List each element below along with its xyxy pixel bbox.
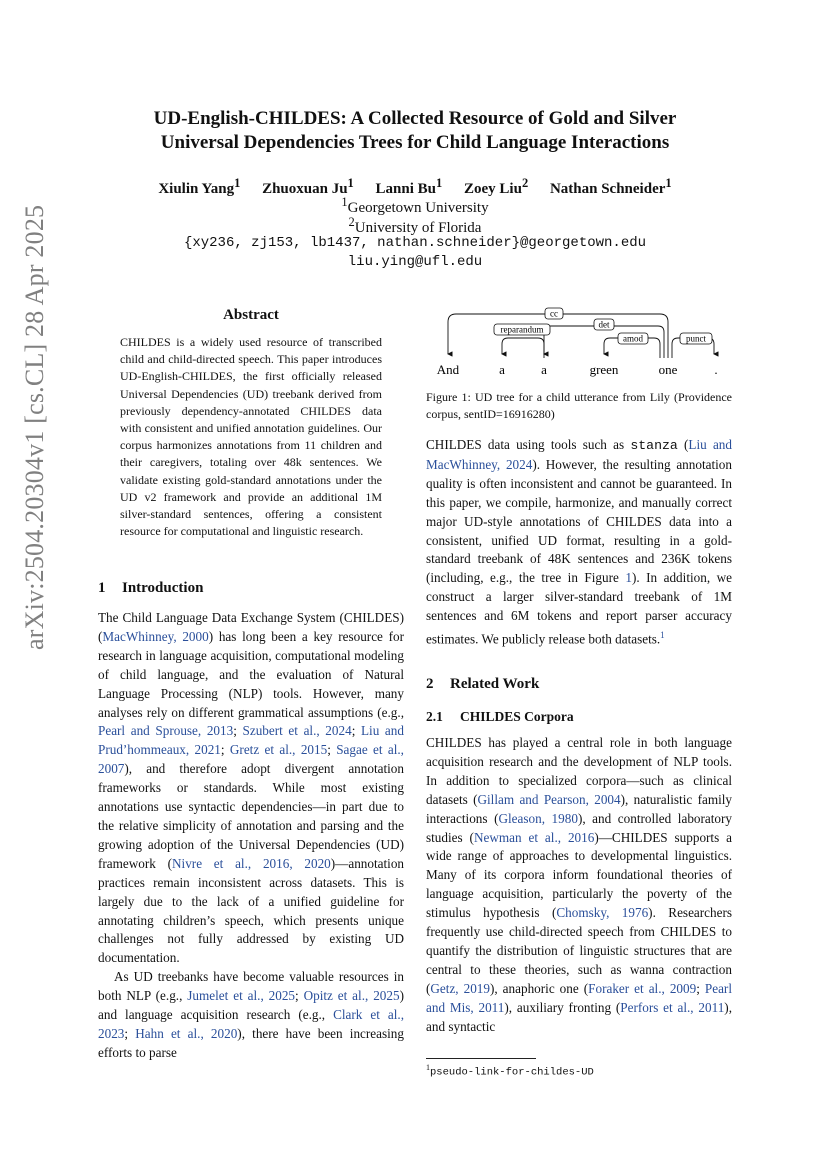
citation-link[interactable]: Clark et al., 2023	[98, 1007, 404, 1041]
text-run: ), and controlled laboratory studies (	[426, 810, 733, 845]
text-run: ), auxiliary fronting (	[504, 999, 621, 1015]
subsection-heading-childes-corpora: 2.1 CHILDES Corpora	[426, 709, 574, 724]
citation-link[interactable]: Gretz et al., 2015	[229, 742, 328, 758]
footnote-link[interactable]: pseudo-link-for-childes-UD	[430, 1066, 594, 1079]
citation-link[interactable]: Getz, 2019	[430, 980, 490, 996]
citation-link[interactable]: Opitz et al., 2025	[303, 988, 400, 1004]
text-run: ), and therefore adopt divergent annotation frameworks or standards. While most existing annotations use syntactic dependencies—in part due to the relative simplicity of annotation and parsing and the growing adoption of the Universal Dependencies (UD) framework (	[98, 761, 404, 871]
text-run: ) has long been a key resource for research in language acquisition, computational modeling of child language, and the evaluation of Natural Language Processing (NLP) tools. However, many analyses rely on different grammatical assumptions (e.g.,	[98, 628, 404, 720]
token-and: And	[436, 362, 460, 377]
text-run: ), naturalistic family interactions (	[426, 791, 732, 826]
token-green: green	[589, 362, 619, 377]
text-run: ). However, the resulting annotation quality is often inconsistent and cannot be guaranteed. In this paper, we compile, harmonize, and manually correct major UD-style annotations of CHILDES data into a consistent, unified UD format, resulting in a gold-standard treebank of 48K sentences and 236K tokens (including, e.g., the tree in Figure	[426, 456, 732, 586]
dependency-tree-figure	[426, 302, 732, 384]
text-run: CHILDES has played a central role in both language acquisition research and the development of NLP tools. In addition to specialized corpora—such as clinical datasets (	[426, 735, 732, 807]
email-florida: liu.ying@ufl.edu	[347, 254, 483, 270]
text-run: ;	[124, 1025, 136, 1041]
text-run: ), and syntactic	[426, 999, 732, 1034]
section-heading-introduction: 1 Introduction	[98, 580, 204, 596]
dependency-tree-svg	[426, 302, 732, 384]
label-amod: amod	[623, 333, 643, 344]
text-run: ). Researchers frequently use child-directed speech from CHILDES to quantify the distribution of linguistic structures that are central to these theories, such as wanna contraction (	[426, 905, 732, 996]
footnote-marker[interactable]: 1	[660, 630, 665, 641]
figure-1-caption: Figure 1: UD tree for a child utterance from Lily (Providence corpus, sentID=16916280)	[426, 390, 732, 421]
author: Nathan Schneider$^1$	[549, 176, 672, 197]
citation-link[interactable]: MacWhinney, 2000	[102, 628, 209, 644]
token-period: .	[714, 362, 718, 377]
author: Lanni Bu$^1$	[375, 176, 443, 197]
label-det: det	[598, 319, 610, 330]
text-run: )—annotation practices remain inconsistent across datasets. This is largely due to the lack of a unified guideline for annotating children’s speech, which presents unique challenges not fully addressed by existing UD documentation.	[98, 855, 405, 966]
citation-link[interactable]: Gleason, 1980	[498, 810, 578, 826]
citation-link[interactable]: Liu and Prud’hommeaux, 2021	[98, 723, 404, 758]
citation-link[interactable]: Foraker et al., 2009	[588, 980, 697, 996]
intro-paragraph-2	[98, 968, 404, 1063]
text-run: ;	[696, 980, 705, 996]
citation-link[interactable]: Pearl and Mis, 2011	[426, 980, 732, 1015]
abstract-body: CHILDES is a widely used resource of transcribed child and child-directed speech. This paper introduces UD-English-CHILDES, the first officially released Universal Dependencies (UD) treebank derived from previously dependency-annotated CHILDES data with consistent and unified annotation guidelines. Our corpus harmonizes annotations from 11 children and their caregivers, totaling over 48k sentences. We validate existing gold-standard annotations under the UD v2 framework and provide an additional 1M silver-standard sentences, offering a consistent resource for computational and linguistic research.	[120, 335, 382, 539]
author: Xiulin Yang$^1$	[158, 176, 241, 197]
token-a-2: a	[541, 362, 547, 377]
text-run: ;	[233, 723, 243, 739]
text-run: ), there have been increasing efforts to parse	[98, 1025, 404, 1060]
citation-link[interactable]: Sagae et al., 2007	[98, 742, 404, 777]
related-work-paragraph	[426, 734, 732, 1037]
citation-link[interactable]: Pearl and Sprouse, 2013	[98, 723, 234, 739]
arxiv-identifier: arXiv:2504.20304v1 [cs.CL] 28 Apr 2025	[20, 204, 49, 650]
text-run: ). In addition, we construct a larger silver-standard treebank of 1M sentences and 6M tokens and report parser accuracy estimates. We publicly release both datasets.	[426, 570, 732, 647]
label-reparandum: reparandum	[500, 324, 544, 335]
footnote: $^1$pseudo-link-for-childes-UD	[426, 1063, 594, 1079]
section-heading-related-work: 2 Related Work	[426, 676, 540, 692]
citation-link[interactable]: Liu and MacWhinney, 2024	[426, 437, 732, 472]
text-run: )—CHILDES supports a wide range of approaches to developmental linguistics. Many of its corpora inform foundational theories of language acquisition, particularly the poverty of the stimulus hypothesis (	[426, 829, 732, 921]
token-a-1: a	[499, 362, 505, 377]
introduction-body	[98, 609, 404, 1063]
title-line-1: UD-English-CHILDES: A Collected Resource of Gold and Silver	[153, 108, 677, 129]
citation-link[interactable]: Perfors et al., 2011	[620, 999, 725, 1015]
text-run: ) and language acquisition research (e.g.,	[98, 988, 404, 1023]
text-run: ), anaphoric one (	[489, 980, 589, 996]
paper-title	[100, 107, 730, 155]
email-georgetown: {xy236, zj153, lb1437, nathan.schneider}@georgetown.edu	[183, 235, 647, 251]
citation-link[interactable]: Szubert et al., 2024	[242, 723, 352, 739]
affiliation-florida: $^2$University of Florida	[348, 215, 482, 236]
footnote-rule	[426, 1058, 536, 1059]
citation-link[interactable]: Chomsky, 1976	[556, 905, 649, 921]
citation-link[interactable]: 1	[625, 570, 632, 586]
label-punct: punct	[686, 333, 706, 344]
text-run: ;	[295, 988, 304, 1004]
arc-reparandum	[502, 338, 544, 358]
label-cc: cc	[550, 308, 558, 319]
right-column-paragraph	[426, 436, 732, 649]
token-one: one	[658, 362, 678, 377]
citation-link[interactable]: Jumelet et al., 2025	[187, 988, 296, 1004]
citation-link[interactable]: Newman et al., 2016	[473, 829, 595, 845]
author: Zhuoxuan Ju$^1$	[262, 176, 354, 197]
citation-link[interactable]: Gillam and Pearson, 2004	[477, 791, 621, 807]
text-run: ;	[351, 723, 361, 739]
text-run: (	[677, 437, 689, 452]
text-run: ;	[327, 742, 337, 758]
author: Zoey Liu$^2$	[464, 176, 529, 197]
code-term: stanza	[630, 438, 678, 453]
text-run: CHILDES data using tools such as	[426, 437, 631, 452]
text-run: As UD treebanks have become valuable resources in both NLP (e.g.,	[98, 969, 404, 1004]
title-line-2: Universal Dependencies Trees for Child Language Interactions	[160, 132, 670, 153]
text-run: The Child Language Data Exchange System (CHILDES) (	[98, 610, 404, 644]
text-run: ;	[220, 742, 230, 758]
citation-link[interactable]: Nivre et al., 2016, 2020	[172, 855, 331, 871]
affiliation-georgetown: $^1$Georgetown University	[341, 195, 489, 216]
citation-link[interactable]: Hahn et al., 2020	[135, 1025, 238, 1041]
abstract-heading: Abstract	[223, 307, 279, 323]
intro-paragraph-1	[98, 609, 404, 968]
